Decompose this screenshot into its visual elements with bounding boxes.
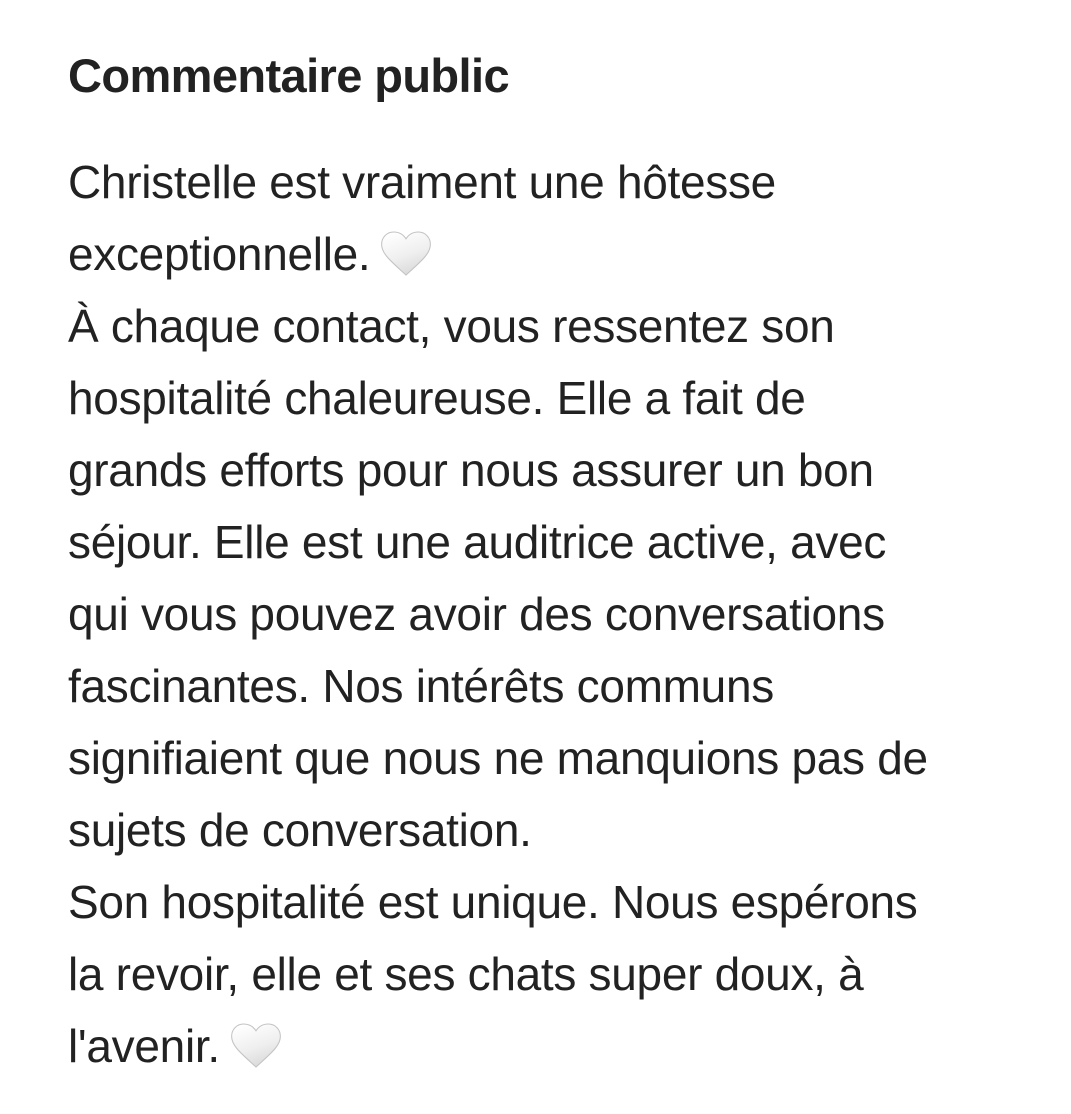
review-line xyxy=(68,218,1015,290)
review-line-text: Christelle est vraiment une hôtesse xyxy=(68,156,776,208)
review-line-text: la revoir, elle et ses chats super doux, à xyxy=(68,948,864,1000)
review-line-text: fascinantes. Nos intérêts communs xyxy=(68,660,774,712)
review-line-text: signifiaient que nous ne manquions pas de xyxy=(68,732,928,784)
review-line xyxy=(68,794,1015,866)
review-line-text: qui vous pouvez avoir des conversations xyxy=(68,588,885,640)
review-line-text: sujets de conversation. xyxy=(68,804,532,856)
review-line xyxy=(68,146,1015,218)
review-line-text: séjour. Elle est une auditrice active, avec xyxy=(68,516,887,568)
review-line xyxy=(68,866,1015,938)
review-line xyxy=(68,362,1015,434)
review-line-text: Son hospitalité est unique. Nous espérons xyxy=(68,876,918,928)
review-line-text: l'avenir. xyxy=(68,1020,220,1072)
white-heart-icon xyxy=(231,1023,281,1069)
review-line xyxy=(68,650,1015,722)
review-line xyxy=(68,1010,1015,1082)
review-line xyxy=(68,506,1015,578)
review-line xyxy=(68,938,1015,1010)
review-line xyxy=(68,722,1015,794)
review-line xyxy=(68,290,1015,362)
section-title: Commentaire public xyxy=(68,49,510,102)
review-text xyxy=(68,146,1015,1082)
white-heart-icon xyxy=(381,231,431,277)
review-line xyxy=(68,434,1015,506)
review-line-text: hospitalité chaleureuse. Elle a fait de xyxy=(68,372,806,424)
review-line-text: exceptionnelle. xyxy=(68,228,371,280)
review-line-text: grands efforts pour nous assurer un bon xyxy=(68,444,874,496)
review-line-text: À chaque contact, vous ressentez son xyxy=(68,300,835,352)
review-line xyxy=(68,578,1015,650)
